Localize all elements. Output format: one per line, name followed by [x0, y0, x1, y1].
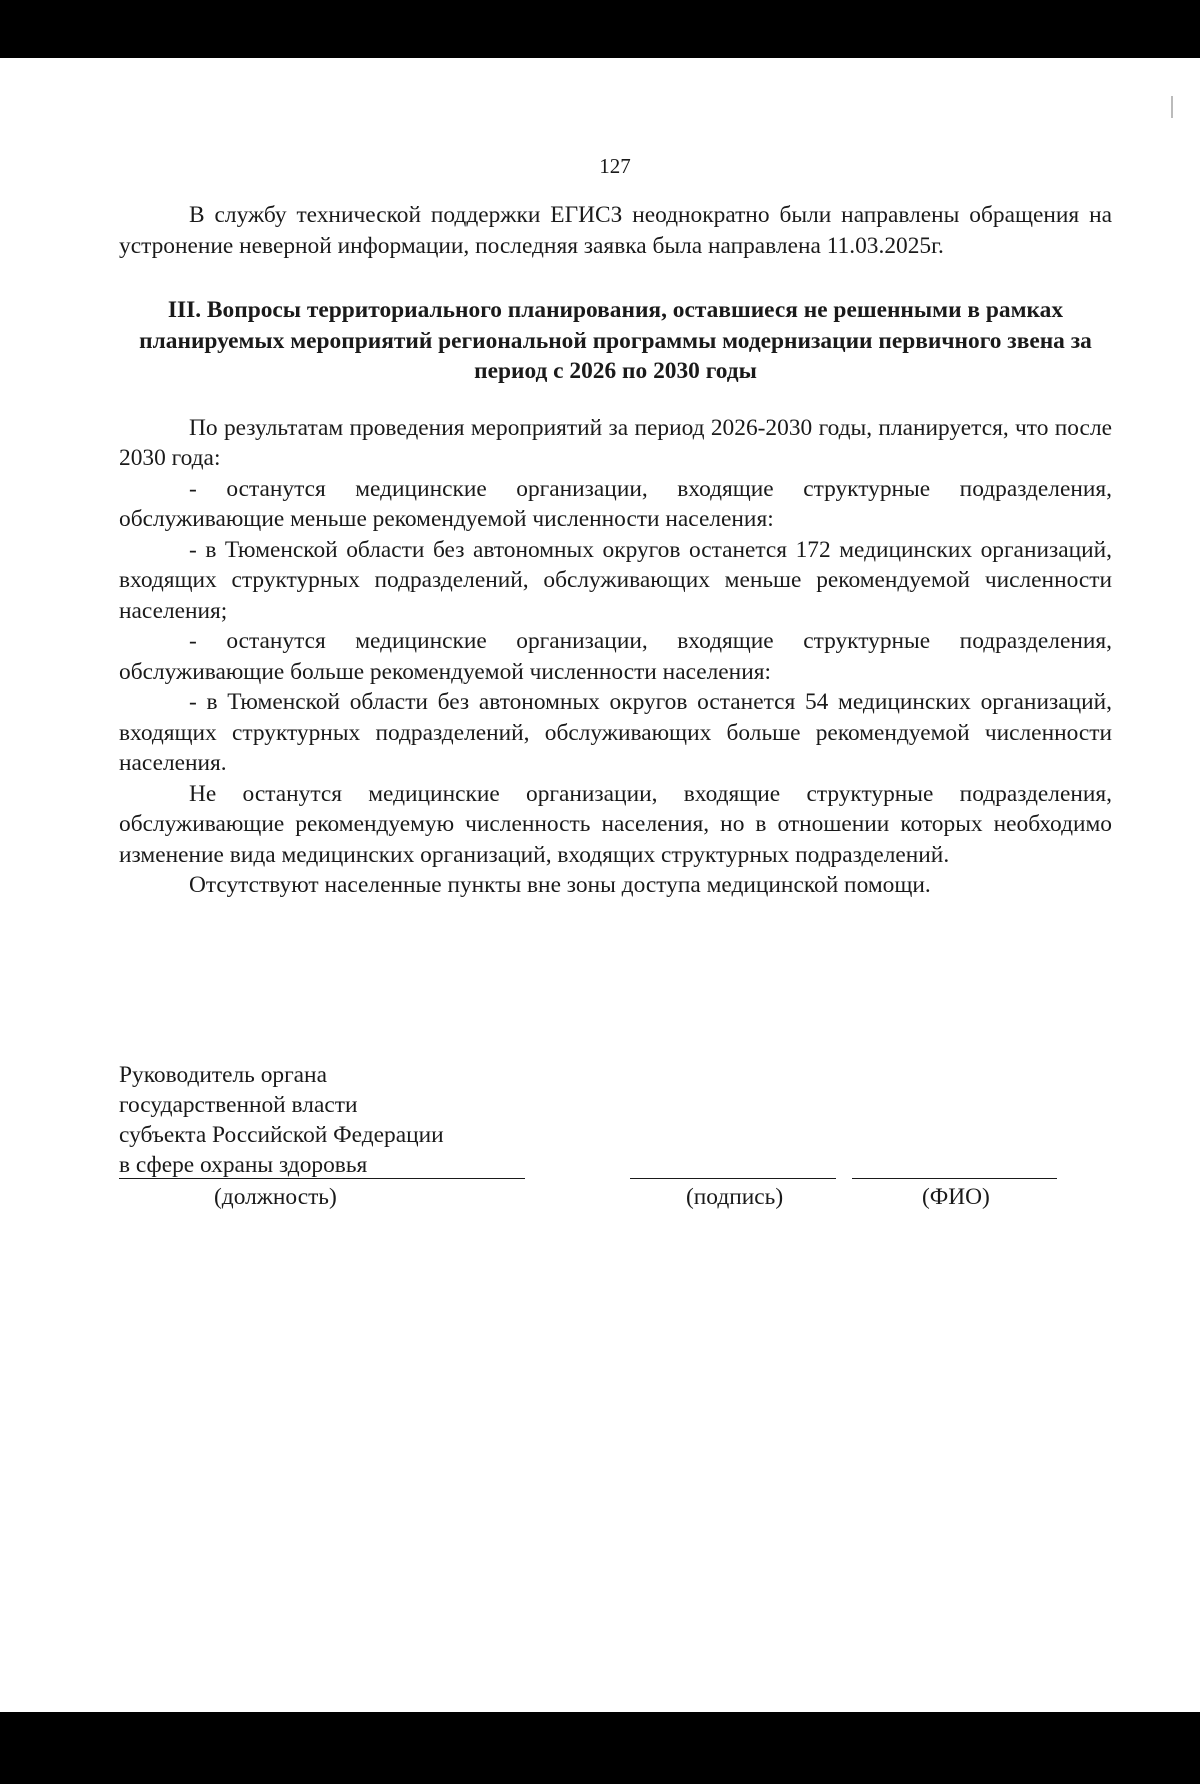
signature-title-line-2: государственной власти: [119, 1092, 358, 1118]
signature-underline: [630, 1178, 836, 1179]
paragraph-item-more-count: - в Тюменской области без автономных округов останется 54 медицинских организаций, входящих структурных подразделений, обслуживающих больше рекомендуемой численности населения.: [119, 689, 1112, 776]
scan-border-top: [0, 0, 1200, 58]
position-underline: [119, 1178, 525, 1179]
page-number: 127: [599, 154, 631, 178]
signature-title-line-4: в сфере охраны здоровья: [119, 1152, 368, 1178]
signature-title-line-3: субъекта Российской Федерации: [119, 1122, 444, 1148]
paragraph-item-fewer: - останутся медицинские организации, входящие структурные подразделения, обслуживающие меньше рекомендуемой численности населения:: [119, 475, 1112, 532]
signature-title-line-1: Руководитель органа: [119, 1062, 327, 1088]
caption-name: (ФИО): [922, 1184, 990, 1210]
paragraph-item-more: - останутся медицинские организации, входящие структурные подразделения, обслуживающие больше рекомендуемой численности населения:: [119, 628, 1112, 685]
scan-artifact-mark: [1171, 96, 1173, 118]
name-underline: [852, 1178, 1057, 1179]
document-body: [119, 200, 1112, 901]
section-heading: III. Вопросы территориального планирования, оставшиеся не решенными в рамках планируемых мероприятий региональной программы модернизации первичного звена за период с 2026 по 2030 годы: [139, 297, 1092, 384]
paragraph-item-fewer-count: - в Тюменской области без автономных округов останется 172 медицинских организаций, входящих структурных подразделений, обслуживающих меньше рекомендуемой численности населения;: [119, 536, 1112, 624]
caption-position: (должность): [214, 1184, 337, 1210]
caption-signature: (подпись): [686, 1184, 784, 1210]
scan-border-bottom: [0, 1712, 1200, 1784]
signature-block: [119, 1060, 1119, 1180]
paragraph-no-change: Не останутся медицинские организации, входящие структурные подразделения, обслуживающие рекомендуемую численность населения, но в отношении которых необходимо изменение вида медицинских организаций, входящих структурных подразделений.: [119, 780, 1112, 868]
intro-paragraph: В службу технической поддержки ЕГИСЗ неоднократно были направлены обращения на устронение неверной информации, последняя заявка была направлена 11.03.2025г.: [119, 202, 1112, 259]
paragraph-no-settlements: Отсутствуют населенные пункты вне зоны доступа медицинской помощи.: [189, 872, 931, 898]
paragraph-results: По результатам проведения мероприятий за период 2026-2030 годы, планируется, что после 2030 года:: [119, 414, 1112, 471]
